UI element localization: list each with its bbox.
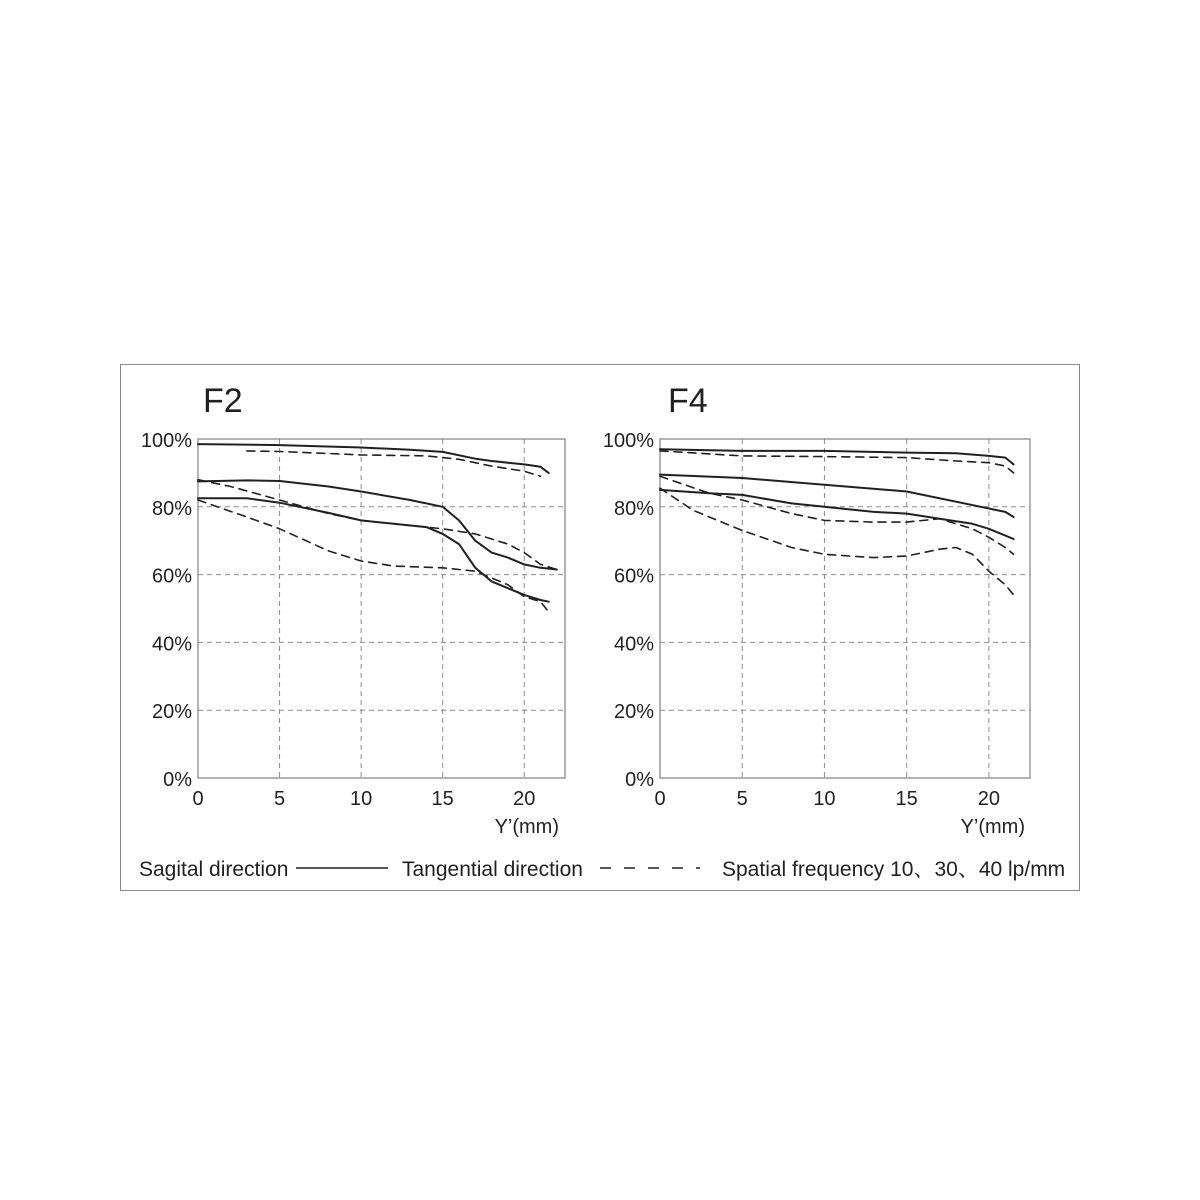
y-tick-label: 20%	[613, 701, 654, 724]
y-tick-label: 100%	[602, 430, 654, 452]
chart-panel-f2	[141, 382, 565, 838]
x-tick-label: 5	[736, 788, 748, 810]
panel-title-f2: F2	[203, 382, 243, 420]
x-tick-label: 10	[813, 788, 836, 810]
y-tick-label: 100%	[140, 430, 192, 452]
x-tick-label: 15	[431, 788, 454, 810]
panel-title-f4: F4	[668, 382, 708, 420]
y-tick-label: 40%	[151, 633, 192, 656]
x-tick-label: 0	[192, 788, 204, 810]
mtf-curve-sagittal-1	[198, 444, 549, 473]
mtf-curve-sagittal-3	[660, 475, 1014, 517]
legend-sagittal-label: Sagital direction	[139, 858, 289, 881]
mtf-curve-sagittal-1	[660, 449, 1014, 464]
legend-tangential-label: Tangential direction	[402, 858, 583, 881]
chart-panel-f4	[603, 382, 1030, 838]
mtf-curve-tangential-6	[660, 488, 1014, 595]
y-tick-label: 0%	[625, 769, 654, 791]
mtf-curve-sagittal-5	[660, 490, 1014, 539]
y-tick-label: 40%	[613, 633, 654, 656]
mtf-curve-tangential-6	[198, 500, 549, 612]
x-tick-label: 15	[895, 788, 918, 810]
legend-frequency-label: Spatial frequency 10、30、40 lp/mm	[722, 858, 1066, 881]
x-tick-label: 5	[273, 788, 286, 810]
y-tick-label: 0%	[163, 769, 192, 791]
y-tick-label: 80%	[151, 497, 192, 520]
y-tick-label: 60%	[613, 565, 654, 588]
x-tick-label: 0	[654, 788, 666, 810]
x-tick-label: 10	[349, 788, 373, 810]
legend	[139, 858, 1065, 881]
mtf-curve-tangential-2	[247, 451, 541, 476]
plot-area-border	[660, 439, 1030, 778]
x-axis-title-f2: Y’(mm)	[494, 816, 559, 838]
x-tick-label: 20	[977, 788, 1001, 810]
mtf-curve-sagittal-3	[198, 480, 557, 569]
y-tick-label: 20%	[151, 701, 192, 724]
plot-area-border	[198, 439, 565, 778]
x-tick-label: 20	[513, 788, 536, 810]
mtf-curve-tangential-4	[660, 476, 1014, 554]
x-axis-title-f4: Y’(mm)	[960, 816, 1025, 838]
y-tick-label: 60%	[151, 565, 192, 588]
y-tick-label: 80%	[613, 497, 654, 520]
mtf-curve-sagittal-5	[198, 498, 549, 601]
